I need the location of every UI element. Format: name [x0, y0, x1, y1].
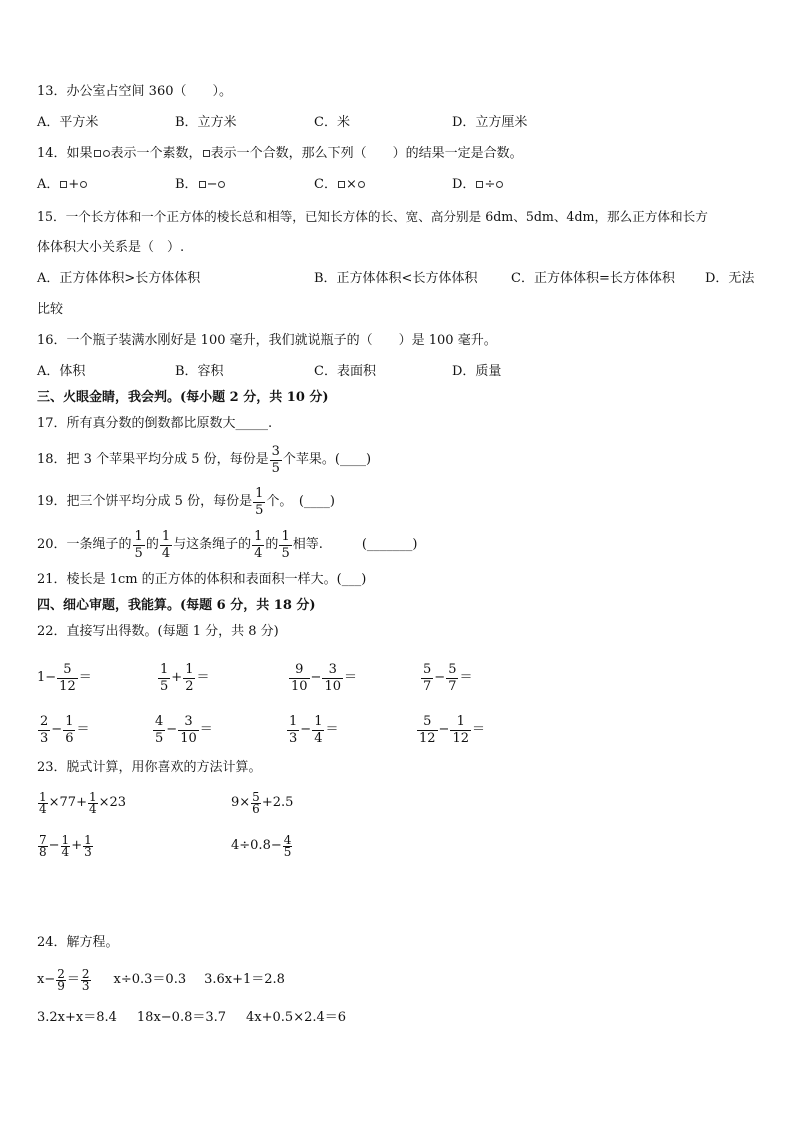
- fraction: $\frac{1}{4}$: [161, 528, 171, 561]
- fraction: $\frac{5}{12}$: [419, 713, 436, 746]
- fraction: $\frac{5}{7}$: [448, 661, 457, 694]
- q13-option-b[interactable]: B．立方米: [175, 115, 237, 130]
- q15-stem-line2: 体体积大小关系是（ ）.: [37, 240, 185, 255]
- fraction: $\frac{1}{5}$: [134, 528, 143, 561]
- fraction: $\frac{5}{6}$: [252, 789, 260, 816]
- fraction: $\frac{7}{8}$: [39, 832, 47, 859]
- q13-option-a[interactable]: A．平方米: [37, 115, 99, 130]
- circle-symbol-icon: [218, 181, 225, 188]
- fraction: $\frac{1}{12}$: [452, 713, 469, 746]
- fraction: $\frac{9}{10}$: [291, 661, 308, 694]
- fraction: $\frac{4}{5}$: [283, 832, 292, 859]
- q14-stem: 14．如果 表示一个素数， 表示一个合数，那么下列（ ）的结果一定是合数。: [37, 146, 523, 161]
- q20: 20．一条绳子的 $\frac{1}{5}$ 的 $\frac{1}{4}$ 与这条绳子的 $\frac{1}{4}$ 的 $\frac{1}{5}$ 相等. (_______): [37, 528, 418, 561]
- fraction: $\frac{1}{4}$: [88, 789, 97, 816]
- q22-item-5: $\frac{2}{3}$ − $\frac{1}{6}$ ＝: [40, 713, 90, 746]
- q24-equations-row-2: [37, 1009, 346, 1027]
- q15-option-b[interactable]: B．正方体体积<长方体体积: [314, 271, 478, 286]
- q16-option-b[interactable]: B．容积: [175, 364, 224, 379]
- q22-item-8: $\frac{5}{12}$ − $\frac{1}{12}$ ＝: [419, 713, 486, 746]
- q15-option-d-wrap: 比较: [37, 302, 64, 317]
- q16-option-a[interactable]: A．体积: [37, 364, 86, 379]
- equation: 18x−0.8＝3.7: [136, 1010, 227, 1025]
- q24-equations-row-1: x− $\frac{2}{9}$ ＝ $\frac{2}{3}$ x÷0.3＝0.3 3.6x+1＝2.8: [37, 966, 285, 993]
- q14-option-a[interactable]: A． +: [37, 176, 88, 194]
- q19: 19．把三个饼平均分成 5 份，每份是 $\frac{1}{5}$ 个。 (____): [37, 485, 336, 518]
- fraction: $\frac{2}{3}$: [81, 966, 90, 993]
- q14-option-b[interactable]: B． −: [175, 176, 226, 194]
- q21: 21．棱长是 1cm 的正方体的体积和表面积一样大。(___): [37, 572, 367, 587]
- square-symbol-icon: [476, 181, 483, 188]
- q22-item-3: $\frac{9}{10}$ − $\frac{3}{10}$ ＝: [291, 661, 358, 694]
- equation: 3.2x+x＝8.4: [37, 1010, 117, 1025]
- fraction: $\frac{5}{12}$: [59, 661, 76, 694]
- fraction: $\frac{5}{7}$: [423, 661, 432, 694]
- q22-item-4: $\frac{5}{7}$ − $\frac{5}{7}$ ＝: [423, 661, 473, 694]
- fraction: $\frac{1}{2}$: [185, 661, 194, 694]
- q23-stem: 23．脱式计算，用你喜欢的方法计算。: [37, 760, 262, 775]
- q15-option-d[interactable]: D．无法: [705, 271, 755, 286]
- square-symbol-icon: [94, 150, 101, 157]
- circle-symbol-icon: [103, 150, 110, 157]
- q15-stem-line1: 15．一个长方体和一个正方体的棱长总和相等，已知长方体的长、宽、高分别是 6dm、5dm、4dm，那么正方体和长方: [37, 209, 708, 224]
- q23-expression-1: $\frac{1}{4}$ ×77+ $\frac{1}{4}$ ×23: [39, 789, 127, 816]
- fraction: $\frac{2}{9}$: [57, 966, 65, 993]
- q22-item-2: $\frac{1}{5}$ + $\frac{1}{2}$ ＝: [160, 661, 210, 694]
- q23-expression-3: $\frac{7}{8}$ − $\frac{1}{4}$ + $\frac{1}{3}$: [39, 832, 92, 859]
- square-symbol-icon: [60, 181, 67, 188]
- q15-option-a[interactable]: A．正方体体积>长方体体积: [37, 271, 201, 286]
- fraction: $\frac{1}{6}$: [65, 713, 74, 746]
- q22-item-7: $\frac{1}{3}$ − $\frac{1}{4}$ ＝: [289, 713, 339, 746]
- equation: 3.6x+1＝2.8: [204, 972, 285, 987]
- fraction: $\frac{1}{4}$: [39, 789, 47, 816]
- fraction: $\frac{2}{3}$: [40, 713, 49, 746]
- q16-option-d[interactable]: D．质量: [452, 364, 502, 379]
- q23-expression-4: 4÷0.8− $\frac{4}{5}$: [231, 832, 292, 859]
- equation: 4x+0.5×2.4＝6: [246, 1010, 347, 1025]
- fraction: $\frac{1}{4}$: [254, 528, 263, 561]
- q15-option-c[interactable]: C．正方体体积=长方体体积: [511, 271, 675, 286]
- q24-stem: 24．解方程。: [37, 935, 119, 950]
- q16-option-c[interactable]: C．表面积: [314, 364, 376, 379]
- q17: 17．所有真分数的倒数都比原数大_____.: [37, 416, 273, 431]
- fraction: $\frac{4}{5}$: [155, 713, 164, 746]
- equation: x÷0.3＝0.3: [113, 972, 187, 987]
- q23-expression-2: 9× $\frac{5}{6}$ +2.5: [231, 789, 294, 816]
- q16-stem: 16．一个瓶子装满水刚好是 100 毫升，我们就说瓶子的（ ）是 100 毫升。: [37, 333, 497, 348]
- fraction: $\frac{3}{5}$: [271, 443, 280, 476]
- section-3-heading: 三、火眼金睛，我会判。(每小题 2 分，共 10 分): [37, 390, 329, 405]
- fraction: $\frac{1}{5}$: [281, 528, 290, 561]
- q13-stem: 13．办公室占空间 360（ ）。: [37, 84, 232, 99]
- q13-option-d[interactable]: D．立方厘米: [452, 115, 528, 130]
- square-symbol-icon: [203, 150, 210, 157]
- square-symbol-icon: [199, 181, 206, 188]
- square-symbol-icon: [338, 181, 345, 188]
- q14-option-d[interactable]: D． ÷: [452, 176, 504, 194]
- fraction: $\frac{1}{3}$: [289, 713, 298, 746]
- fraction: $\frac{3}{10}$: [180, 713, 197, 746]
- fraction: $\frac{1}{3}$: [84, 832, 92, 859]
- circle-symbol-icon: [80, 181, 87, 188]
- q14-option-c[interactable]: C． ×: [314, 176, 366, 194]
- fraction: $\frac{1}{5}$: [255, 485, 264, 518]
- fraction: $\frac{3}{10}$: [324, 661, 341, 694]
- fraction: $\frac{1}{4}$: [61, 832, 70, 859]
- q22-item-6: $\frac{4}{5}$ − $\frac{3}{10}$ ＝: [155, 713, 213, 746]
- q22-stem: 22．直接写出得数。(每题 1 分，共 8 分): [37, 624, 279, 639]
- fraction: $\frac{1}{4}$: [314, 713, 323, 746]
- fraction: $\frac{1}{5}$: [160, 661, 169, 694]
- circle-symbol-icon: [358, 181, 365, 188]
- q18: 18．把 3 个苹果平均分成 5 份，每份是 $\frac{3}{5}$ 个苹果。(____): [37, 443, 372, 476]
- circle-symbol-icon: [496, 181, 503, 188]
- q22-item-1: 1− $\frac{5}{12}$ ＝: [37, 661, 92, 694]
- q13-option-c[interactable]: C．米: [314, 115, 350, 130]
- section-4-heading: 四、细心审题，我能算。(每题 6 分，共 18 分): [37, 598, 316, 613]
